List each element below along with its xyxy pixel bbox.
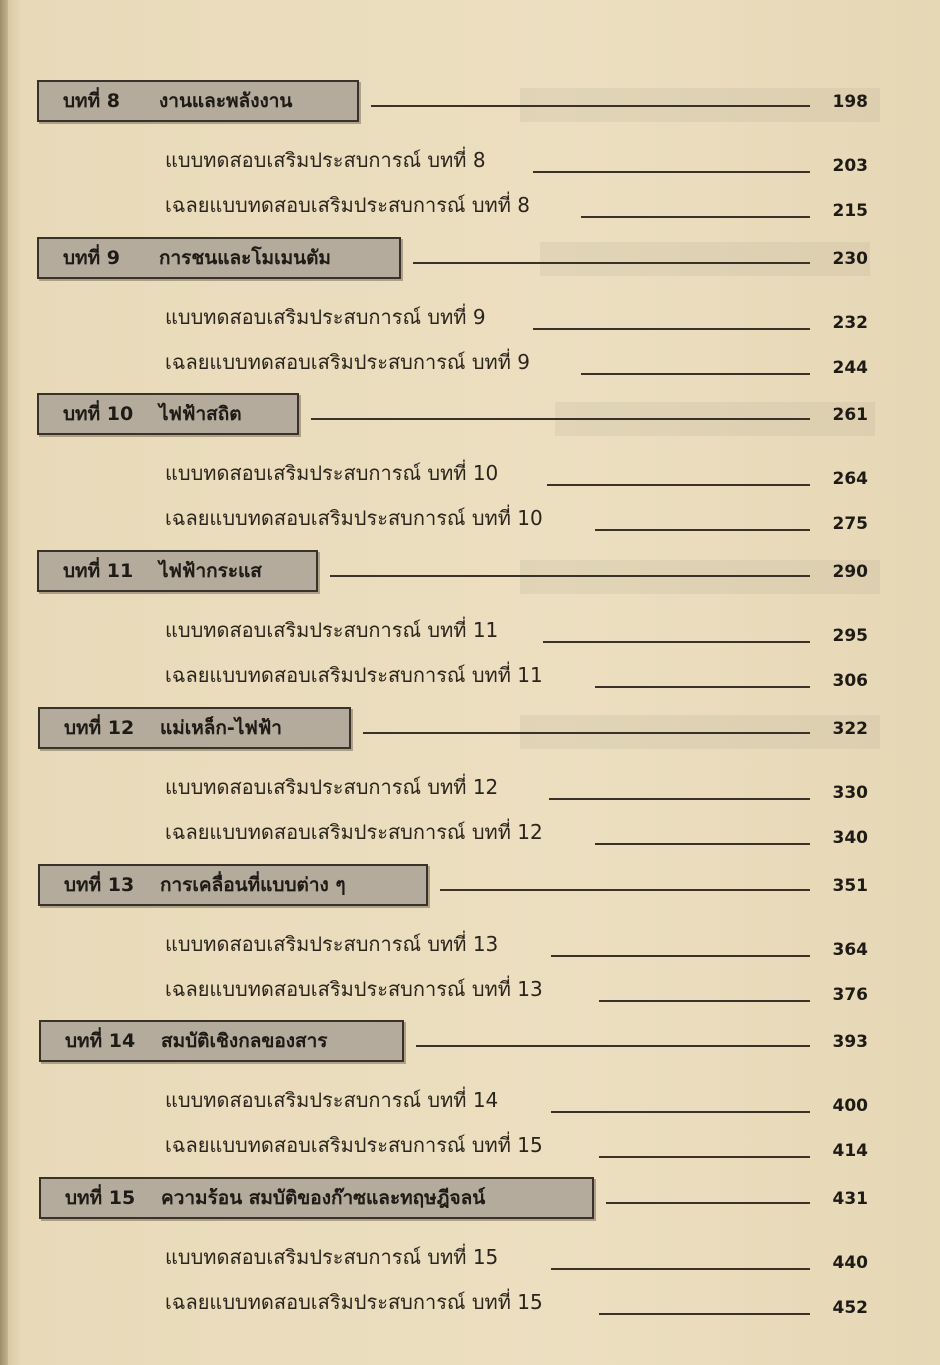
leader-line (595, 843, 810, 845)
exercise-entry-label[interactable]: แบบทดสอบเสริมประสบการณ์ บทที่ 11 (165, 618, 499, 642)
leader-line (371, 105, 810, 107)
chapter-title: ความร้อน สมบัติของก๊าซและทฤษฎีจลน์ (161, 1187, 486, 1209)
leader-line (549, 798, 810, 800)
answer-key-entry-label[interactable]: เฉลยแบบทดสอบเสริมประสบการณ์ บทที่ 8 (165, 193, 530, 217)
answer-key-entry-label[interactable]: เฉลยแบบทดสอบเสริมประสบการณ์ บทที่ 9 (165, 350, 530, 374)
answer-key-entry-label[interactable]: เฉลยแบบทดสอบเสริมประสบการณ์ บทที่ 10 (165, 506, 543, 530)
chapter-page-number: 431 (832, 1189, 868, 1209)
leader-line (551, 955, 810, 957)
entry-page-number: 264 (832, 469, 868, 489)
chapter-page-number: 230 (832, 249, 868, 269)
leader-line (595, 529, 810, 531)
answer-key-entry-label[interactable]: เฉลยแบบทดสอบเสริมประสบการณ์ บทที่ 11 (165, 663, 543, 687)
toc-chapter (0, 864, 940, 1020)
entry-page-number: 414 (832, 1141, 868, 1161)
exercise-entry-label[interactable]: แบบทดสอบเสริมประสบการณ์ บทที่ 15 (165, 1245, 499, 1269)
entry-page-number: 400 (832, 1096, 868, 1116)
chapter-page-number: 261 (832, 405, 868, 425)
exercise-entry-label[interactable]: แบบทดสอบเสริมประสบการณ์ บทที่ 13 (165, 932, 499, 956)
leader-line (547, 484, 810, 486)
chapter-title: การเคลื่อนที่แบบต่าง ๆ (160, 874, 346, 896)
chapter-heading-box[interactable] (39, 1177, 594, 1219)
entry-page-number: 295 (832, 626, 868, 646)
exercise-entry-label[interactable]: แบบทดสอบเสริมประสบการณ์ บทที่ 9 (165, 305, 486, 329)
entry-page-number: 232 (832, 313, 868, 333)
chapter-heading-box[interactable] (37, 80, 359, 122)
leader-line (543, 641, 810, 643)
entry-page-number: 376 (832, 985, 868, 1005)
entry-page-number: 340 (832, 828, 868, 848)
leader-line (311, 418, 810, 420)
chapter-number: บทที่ 9 (63, 247, 120, 269)
leader-line (551, 1268, 810, 1270)
leader-line (413, 262, 810, 264)
entry-page-number: 275 (832, 514, 868, 534)
answer-key-entry-label[interactable]: เฉลยแบบทดสอบเสริมประสบการณ์ บทที่ 13 (165, 977, 543, 1001)
chapter-number: บทที่ 15 (65, 1187, 136, 1209)
toc-chapter (0, 80, 940, 236)
leader-line (595, 686, 810, 688)
entry-page-number: 244 (832, 358, 868, 378)
chapter-title: แม่เหล็ก-ไฟฟ้า (160, 717, 282, 739)
entry-page-number: 364 (832, 940, 868, 960)
chapter-page-number: 351 (832, 876, 868, 896)
leader-line (363, 732, 810, 734)
toc-chapter (0, 1020, 940, 1176)
exercise-entry-label[interactable]: แบบทดสอบเสริมประสบการณ์ บทที่ 12 (165, 775, 499, 799)
toc-chapter (0, 1177, 940, 1333)
chapter-title: การชนและโมเมนตัม (159, 247, 331, 269)
chapter-title: ไฟฟ้ากระแส (159, 560, 262, 582)
leader-line (533, 171, 810, 173)
chapter-title: สมบัติเชิงกลของสาร (161, 1030, 328, 1052)
chapter-number: บทที่ 12 (64, 717, 135, 739)
toc-chapter (0, 393, 940, 549)
entry-page-number: 203 (832, 156, 868, 176)
leader-line (551, 1111, 810, 1113)
chapter-heading-box[interactable] (38, 707, 351, 749)
chapter-number: บทที่ 14 (65, 1030, 136, 1052)
leader-line (606, 1202, 810, 1204)
leader-line (599, 1000, 810, 1002)
entry-page-number: 306 (832, 671, 868, 691)
chapter-heading-box[interactable] (39, 1020, 404, 1062)
chapter-heading-box[interactable] (37, 550, 318, 592)
chapter-heading-box[interactable] (38, 864, 428, 906)
chapter-page-number: 393 (832, 1032, 868, 1052)
chapter-number: บทที่ 8 (63, 90, 120, 112)
leader-line (581, 373, 810, 375)
answer-key-entry-label[interactable]: เฉลยแบบทดสอบเสริมประสบการณ์ บทที่ 15 (165, 1290, 543, 1314)
chapter-title: ไฟฟ้าสถิต (159, 403, 242, 425)
leader-line (599, 1156, 810, 1158)
leader-line (533, 328, 810, 330)
toc-chapter (0, 707, 940, 863)
chapter-heading-box[interactable] (37, 393, 299, 435)
chapter-number: บทที่ 11 (63, 560, 134, 582)
leader-line (330, 575, 810, 577)
chapter-page-number: 322 (832, 719, 868, 739)
entry-page-number: 215 (832, 201, 868, 221)
chapter-page-number: 290 (832, 562, 868, 582)
entry-page-number: 440 (832, 1253, 868, 1273)
entry-page-number: 330 (832, 783, 868, 803)
leader-line (581, 216, 810, 218)
answer-key-entry-label[interactable]: เฉลยแบบทดสอบเสริมประสบการณ์ บทที่ 15 (165, 1133, 543, 1157)
exercise-entry-label[interactable]: แบบทดสอบเสริมประสบการณ์ บทที่ 8 (165, 148, 486, 172)
toc-chapter (0, 237, 940, 393)
chapter-number: บทที่ 10 (63, 403, 134, 425)
chapter-page-number: 198 (832, 92, 868, 112)
leader-line (416, 1045, 810, 1047)
chapter-title: งานและพลังงาน (159, 90, 293, 112)
leader-line (440, 889, 810, 891)
exercise-entry-label[interactable]: แบบทดสอบเสริมประสบการณ์ บทที่ 14 (165, 1088, 499, 1112)
entry-page-number: 452 (832, 1298, 868, 1318)
toc-chapter (0, 550, 940, 706)
chapter-heading-box[interactable] (37, 237, 401, 279)
answer-key-entry-label[interactable]: เฉลยแบบทดสอบเสริมประสบการณ์ บทที่ 12 (165, 820, 543, 844)
leader-line (599, 1313, 810, 1315)
exercise-entry-label[interactable]: แบบทดสอบเสริมประสบการณ์ บทที่ 10 (165, 461, 499, 485)
chapter-number: บทที่ 13 (64, 874, 135, 896)
